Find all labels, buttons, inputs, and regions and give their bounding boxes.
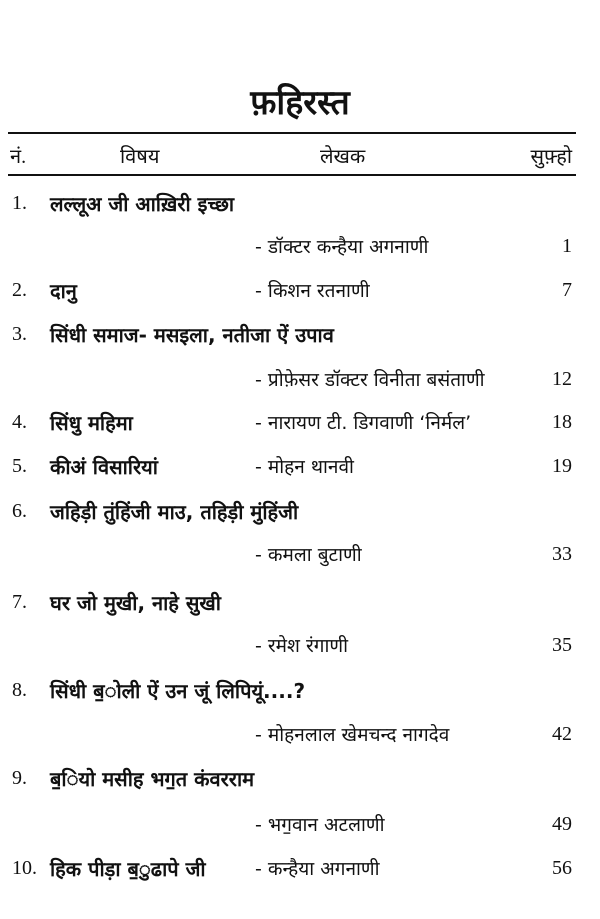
entry-subject: लल्लूअ जी आख़िरी इच्छा — [50, 192, 235, 216]
entry-subject: जहिड़ी तुंहिंजी माउ, तहिड़ी मुंहिंजी — [50, 500, 299, 524]
toc-entry — [0, 409, 600, 439]
header-page: सुफ़्हो — [530, 144, 572, 168]
entry-page: 12 — [552, 368, 572, 390]
entry-author: - मोहनलाल खेमचन्द नागदेव — [255, 724, 450, 746]
entry-number: 4. — [12, 411, 27, 433]
entry-page: 1 — [562, 235, 572, 257]
entry-subject: हिक पीड़ा ब॒ुढापे जी — [50, 857, 206, 881]
entry-subject: दानु — [50, 279, 77, 303]
toc-entry — [0, 277, 600, 307]
entry-number: 1. — [12, 192, 27, 214]
entry-subject: कीअं विसारियां — [50, 455, 158, 479]
entry-number: 10. — [12, 857, 37, 879]
toc-entry — [0, 190, 600, 220]
entry-number: 6. — [12, 500, 27, 522]
header-number: नं. — [10, 146, 27, 168]
entry-author: - डॉक्टर कन्हैया अगनाणी — [255, 236, 429, 258]
toc-entry — [0, 765, 600, 795]
entry-number: 3. — [12, 323, 27, 345]
page-title: फ़हिरस्त — [250, 83, 350, 123]
entry-number: 5. — [12, 455, 27, 477]
entry-page: 35 — [552, 634, 572, 656]
toc-entry — [0, 589, 600, 619]
entry-subject: सिंधी समाज- मसइला, नतीजा ऐं उपाव — [50, 323, 334, 347]
entry-number: 9. — [12, 767, 27, 789]
header-author: लेखक — [320, 144, 366, 168]
entry-author: - कमला बुटाणी — [255, 544, 362, 566]
entry-author: - प्रोफ़ेसर डॉक्टर विनीता बसंताणी — [255, 369, 485, 391]
entry-subject: सिंधु महिमा — [50, 411, 133, 435]
entry-page: 49 — [552, 813, 572, 835]
toc-entry — [0, 453, 600, 483]
entry-page: 18 — [552, 411, 572, 433]
entry-page: 42 — [552, 723, 572, 745]
entry-author: - किशन रतनाणी — [255, 280, 370, 302]
toc-entry-detail — [0, 721, 600, 751]
entry-author: - कन्हैया अगनाणी — [255, 858, 380, 880]
toc-entry — [0, 321, 600, 351]
entry-author: - रमेश रंगाणी — [255, 635, 349, 657]
entry-number: 7. — [12, 591, 27, 613]
entry-page: 56 — [552, 857, 572, 879]
header-subject: विषय — [120, 144, 160, 168]
entry-author: - भग॒वान अटलाणी — [255, 814, 385, 836]
entry-page: 7 — [562, 279, 572, 301]
toc-entry — [0, 855, 600, 885]
entry-subject: सिंधी ब॒ोली ऐं उन जूं लिपियूं....? — [50, 679, 306, 703]
toc-entry-detail — [0, 233, 600, 263]
toc-entry-detail — [0, 811, 600, 841]
entry-number: 2. — [12, 279, 27, 301]
toc-entry — [0, 677, 600, 707]
entry-subject: घर जो मुखी, नाहे सुखी — [50, 591, 221, 615]
toc-entry — [0, 498, 600, 528]
toc-entry-detail — [0, 366, 600, 396]
entry-author: - नारायण टी. डिगवाणी ‘निर्मल’ — [255, 412, 472, 434]
entry-page: 33 — [552, 543, 572, 565]
entry-author: - मोहन थानवी — [255, 456, 354, 478]
toc-entry-detail — [0, 632, 600, 662]
entry-subject: ब॒ियो मसीह भग॒त कंवरराम — [50, 767, 255, 791]
entry-number: 8. — [12, 679, 27, 701]
toc-entry-detail — [0, 541, 600, 571]
entry-page: 19 — [552, 455, 572, 477]
